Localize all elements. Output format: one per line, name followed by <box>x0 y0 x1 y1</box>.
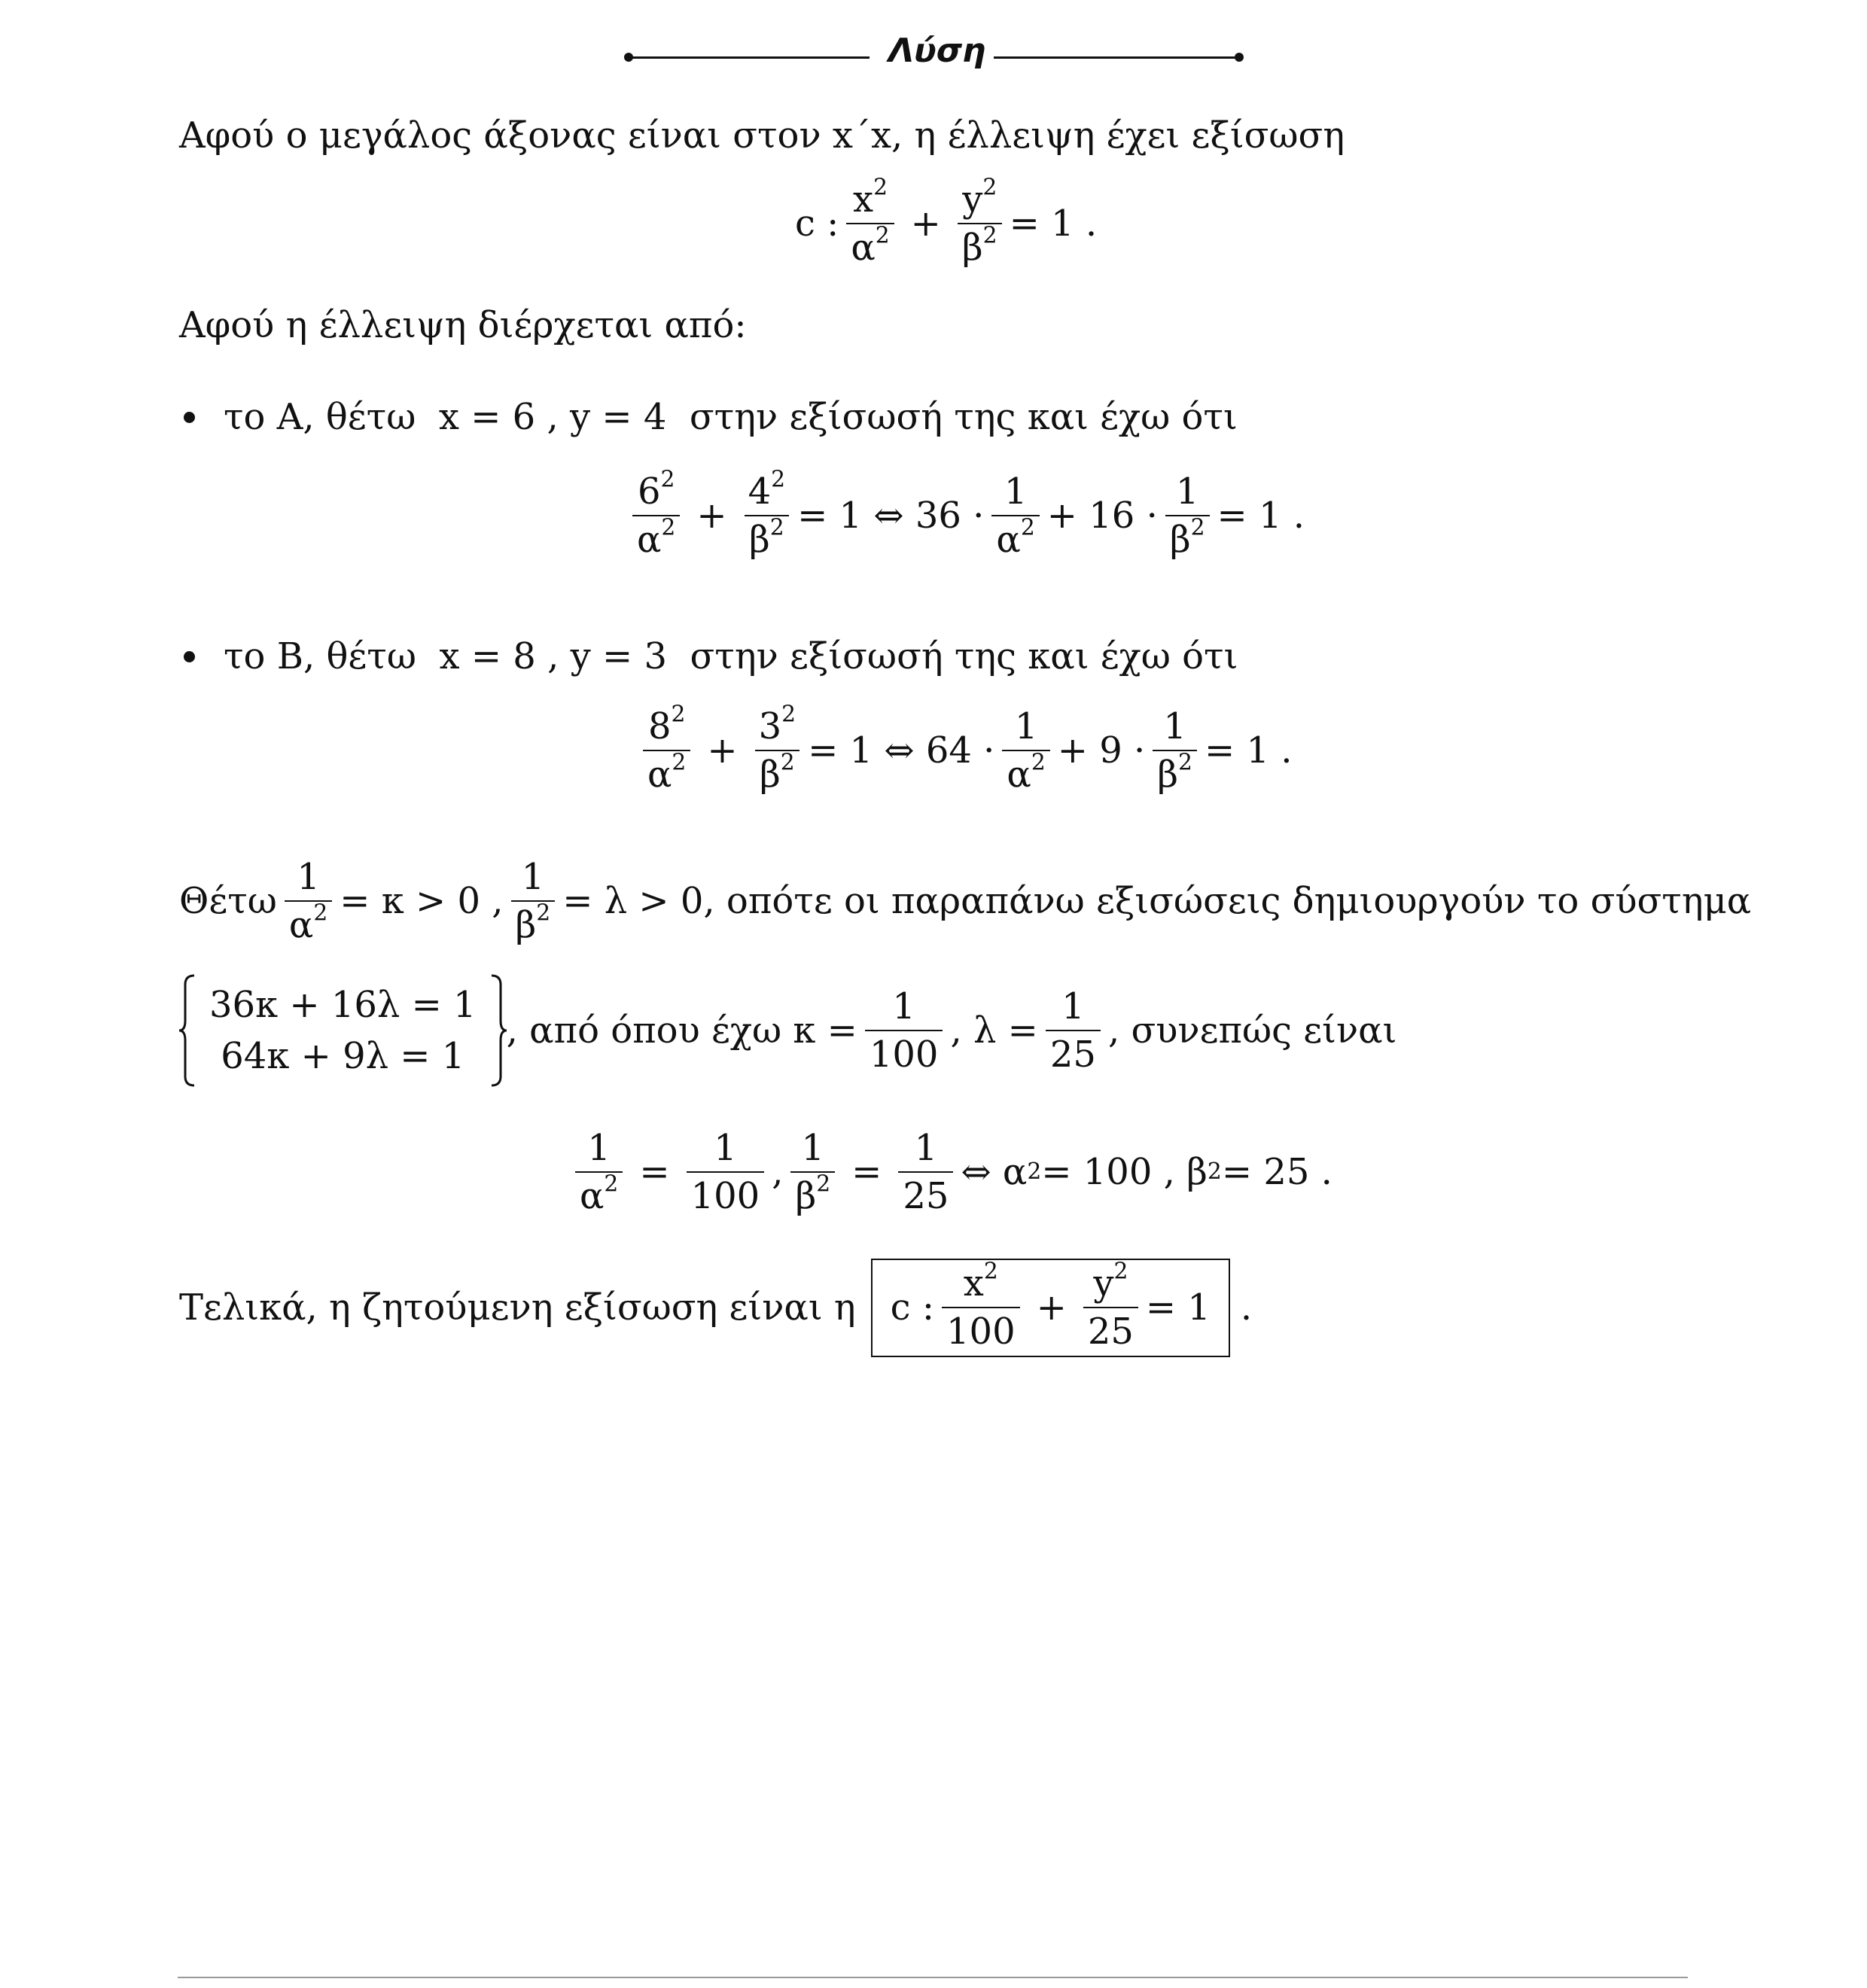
system-row-2: 64κ + 9λ = 1 <box>221 1035 465 1077</box>
bullet-dot <box>184 651 195 662</box>
heading-rule-right <box>994 56 1238 59</box>
eq-term-x: $\frac{x^2}{\alpha^2}$ <box>846 181 894 267</box>
right-brace <box>490 974 507 1087</box>
equation-a: $\frac{6^2}{\alpha^2}$ + $\frac{4^2}{\beta^2}$ = 1 ⇔ 36 · $\frac{1}{\alpha^2}$ + 16 · $\frac{1}{\beta^2}$ = 1 . <box>625 473 1305 559</box>
lambda-value: $\frac{1}{25}$ <box>1046 988 1101 1074</box>
system-row-1: 36κ + 16λ = 1 <box>209 984 477 1026</box>
equation-b: $\frac{8^2}{\alpha^2}$ + $\frac{3^2}{\beta^2}$ = 1 ⇔ 64 · $\frac{1}{\alpha^2}$ + 9 · $\frac{1}{\beta^2}$ = 1 . <box>635 708 1293 794</box>
bullet-a: το Α, θέτω x = 6 , y = 4 στην εξίσωσή της και έχω ότι <box>184 399 1238 435</box>
heading-rule-dot-right <box>1235 53 1244 62</box>
final-answer-box: c : $\frac{x^2}{100}$ + $\frac{y^2}{25}$ = 1 <box>871 1259 1230 1357</box>
bullet-dot <box>184 412 195 423</box>
substitution-line: Θέτω $\frac{1}{\alpha^2}$ = κ > 0 , $\frac{1}{\beta^2}$ = λ > 0 , οπότε οι παραπάνω εξισώσεις δημιουργούν το σύστημα <box>179 856 1752 947</box>
result-equation: $\frac{1}{\alpha^2}$ = $\frac{1}{100}$ , $\frac{1}{\beta^2}$ = $\frac{1}{25}$ ⇔ α 2 = 100 , β 2 = 25 . <box>568 1129 1332 1216</box>
eq-term-y: $\frac{y^2}{\beta^2}$ <box>958 181 1002 267</box>
intro-paragraph: Αφού ο μεγάλος άξονας είναι στον x΄x, η έλλειψη έχει εξίσωση <box>179 114 1345 157</box>
left-brace <box>179 974 196 1087</box>
general-equation: c : $\frac{x^2}{\alpha^2}$ + $\frac{y^2}{\beta^2}$ = 1 . <box>795 174 1098 269</box>
bullet-b: το Β, θέτω x = 8 , y = 3 στην εξίσωσή της και έχω ότι <box>184 638 1238 674</box>
eq-lhs: c : <box>795 202 839 245</box>
system-line: 36κ + 16λ = 1 64κ + 9λ = 1 , από όπου έχω κ = $\frac{1}{100}$ , λ = $\frac{1}{25}$ , συνεπώς είναι <box>179 974 1396 1087</box>
equation-system <box>179 974 507 1087</box>
footer-rule <box>178 1977 1688 1978</box>
kappa-value: $\frac{1}{100}$ <box>865 988 943 1074</box>
passes-paragraph: Αφού η έλλειψη διέρχεται από: <box>179 304 747 346</box>
conclusion-line: Τελικά, η ζητούμενη εξίσωση είναι η c : $\frac{x^2}{100}$ + $\frac{y^2}{25}$ = 1 . <box>179 1259 1252 1357</box>
heading: Λύση <box>888 32 986 70</box>
heading-rule-left <box>629 56 870 59</box>
